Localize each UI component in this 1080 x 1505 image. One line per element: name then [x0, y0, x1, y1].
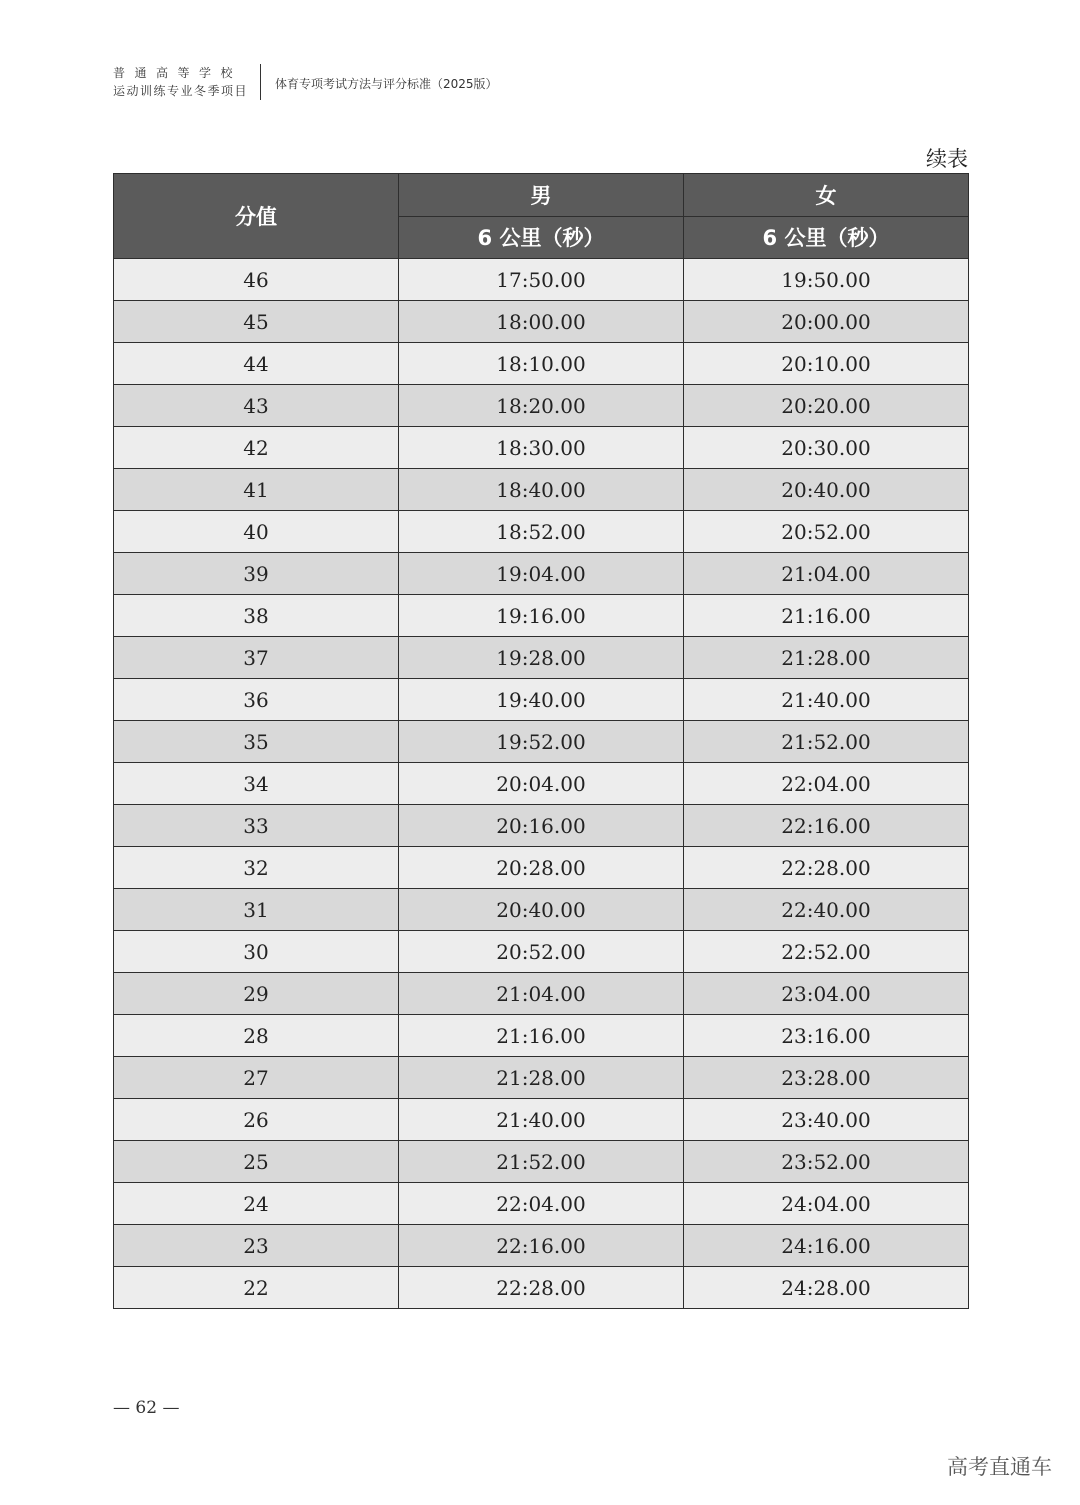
score-cell: 41	[114, 469, 399, 511]
male-time-cell: 18:10.00	[399, 343, 684, 385]
table-row	[114, 259, 969, 301]
female-time-cell: 21:28.00	[684, 637, 969, 679]
running-head-title: 体育专项考试方法与评分标准（2025版）	[275, 77, 498, 91]
table-row	[114, 679, 969, 721]
male-time-cell: 19:40.00	[399, 679, 684, 721]
female-time-cell: 22:52.00	[684, 931, 969, 973]
score-cell: 25	[114, 1141, 399, 1183]
male-time-cell: 18:00.00	[399, 301, 684, 343]
male-time-cell: 20:52.00	[399, 931, 684, 973]
table-row	[114, 931, 969, 973]
female-time-cell: 22:04.00	[684, 763, 969, 805]
score-cell: 31	[114, 889, 399, 931]
table-row	[114, 427, 969, 469]
male-time-cell: 18:30.00	[399, 427, 684, 469]
page-number: — 62 —	[113, 1398, 180, 1418]
table-row	[114, 1225, 969, 1267]
male-time-cell: 21:28.00	[399, 1057, 684, 1099]
score-cell: 37	[114, 637, 399, 679]
female-time-cell: 21:16.00	[684, 595, 969, 637]
table-row	[114, 1099, 969, 1141]
table-body	[114, 259, 969, 1309]
female-time-cell: 21:04.00	[684, 553, 969, 595]
female-time-cell: 22:40.00	[684, 889, 969, 931]
score-cell: 38	[114, 595, 399, 637]
header-score: 分值	[114, 174, 399, 259]
running-head-line2: 运动训练专业冬季项目	[113, 84, 249, 98]
continued-label: 续表	[926, 147, 968, 171]
female-time-cell: 20:40.00	[684, 469, 969, 511]
male-time-cell: 22:28.00	[399, 1267, 684, 1309]
score-cell: 34	[114, 763, 399, 805]
male-time-cell: 20:28.00	[399, 847, 684, 889]
male-time-cell: 22:04.00	[399, 1183, 684, 1225]
score-cell: 33	[114, 805, 399, 847]
table-row	[114, 385, 969, 427]
table-header	[114, 174, 969, 259]
male-time-cell: 19:28.00	[399, 637, 684, 679]
score-cell: 39	[114, 553, 399, 595]
male-time-cell: 19:52.00	[399, 721, 684, 763]
running-head-left	[113, 64, 261, 100]
table-row	[114, 1141, 969, 1183]
male-time-cell: 19:16.00	[399, 595, 684, 637]
male-time-cell: 21:40.00	[399, 1099, 684, 1141]
score-cell: 22	[114, 1267, 399, 1309]
male-time-cell: 17:50.00	[399, 259, 684, 301]
score-cell: 35	[114, 721, 399, 763]
table-row	[114, 1015, 969, 1057]
table-row	[114, 973, 969, 1015]
header-female-event: 6 公里（秒）	[684, 216, 969, 259]
female-time-cell: 21:52.00	[684, 721, 969, 763]
watermark: 高考直通车	[947, 1455, 1052, 1479]
table-row	[114, 889, 969, 931]
female-time-cell: 21:40.00	[684, 679, 969, 721]
header-male: 男	[399, 174, 684, 217]
table-row	[114, 637, 969, 679]
male-time-cell: 18:40.00	[399, 469, 684, 511]
female-time-cell: 23:40.00	[684, 1099, 969, 1141]
table-row	[114, 511, 969, 553]
score-cell: 30	[114, 931, 399, 973]
score-cell: 46	[114, 259, 399, 301]
header-male-event: 6 公里（秒）	[399, 216, 684, 259]
table-row	[114, 721, 969, 763]
header-female: 女	[684, 174, 969, 217]
score-cell: 26	[114, 1099, 399, 1141]
score-cell: 42	[114, 427, 399, 469]
male-time-cell: 21:52.00	[399, 1141, 684, 1183]
table-row	[114, 1183, 969, 1225]
male-time-cell: 18:20.00	[399, 385, 684, 427]
running-head-line1: 普通高等学校	[113, 66, 243, 80]
female-time-cell: 23:04.00	[684, 973, 969, 1015]
score-cell: 29	[114, 973, 399, 1015]
male-time-cell: 20:04.00	[399, 763, 684, 805]
male-time-cell: 19:04.00	[399, 553, 684, 595]
female-time-cell: 20:30.00	[684, 427, 969, 469]
male-time-cell: 20:40.00	[399, 889, 684, 931]
table-row	[114, 301, 969, 343]
score-cell: 27	[114, 1057, 399, 1099]
male-time-cell: 21:16.00	[399, 1015, 684, 1057]
score-table	[113, 173, 969, 1309]
score-cell: 28	[114, 1015, 399, 1057]
score-cell: 36	[114, 679, 399, 721]
score-cell: 44	[114, 343, 399, 385]
female-time-cell: 23:16.00	[684, 1015, 969, 1057]
male-time-cell: 18:52.00	[399, 511, 684, 553]
male-time-cell: 22:16.00	[399, 1225, 684, 1267]
table-row	[114, 847, 969, 889]
female-time-cell: 22:16.00	[684, 805, 969, 847]
female-time-cell: 24:28.00	[684, 1267, 969, 1309]
score-cell: 24	[114, 1183, 399, 1225]
female-time-cell: 19:50.00	[684, 259, 969, 301]
score-cell: 32	[114, 847, 399, 889]
female-time-cell: 24:16.00	[684, 1225, 969, 1267]
table-row	[114, 343, 969, 385]
score-cell: 23	[114, 1225, 399, 1267]
table-row	[114, 553, 969, 595]
score-cell: 40	[114, 511, 399, 553]
table-row	[114, 595, 969, 637]
female-time-cell: 20:10.00	[684, 343, 969, 385]
male-time-cell: 20:16.00	[399, 805, 684, 847]
male-time-cell: 21:04.00	[399, 973, 684, 1015]
female-time-cell: 23:28.00	[684, 1057, 969, 1099]
female-time-cell: 22:28.00	[684, 847, 969, 889]
score-cell: 43	[114, 385, 399, 427]
table-row	[114, 805, 969, 847]
female-time-cell: 24:04.00	[684, 1183, 969, 1225]
female-time-cell: 20:52.00	[684, 511, 969, 553]
score-cell: 45	[114, 301, 399, 343]
table-row	[114, 1267, 969, 1309]
female-time-cell: 20:00.00	[684, 301, 969, 343]
table-row	[114, 1057, 969, 1099]
female-time-cell: 20:20.00	[684, 385, 969, 427]
female-time-cell: 23:52.00	[684, 1141, 969, 1183]
table-row	[114, 763, 969, 805]
running-head	[113, 64, 498, 100]
table-row	[114, 469, 969, 511]
